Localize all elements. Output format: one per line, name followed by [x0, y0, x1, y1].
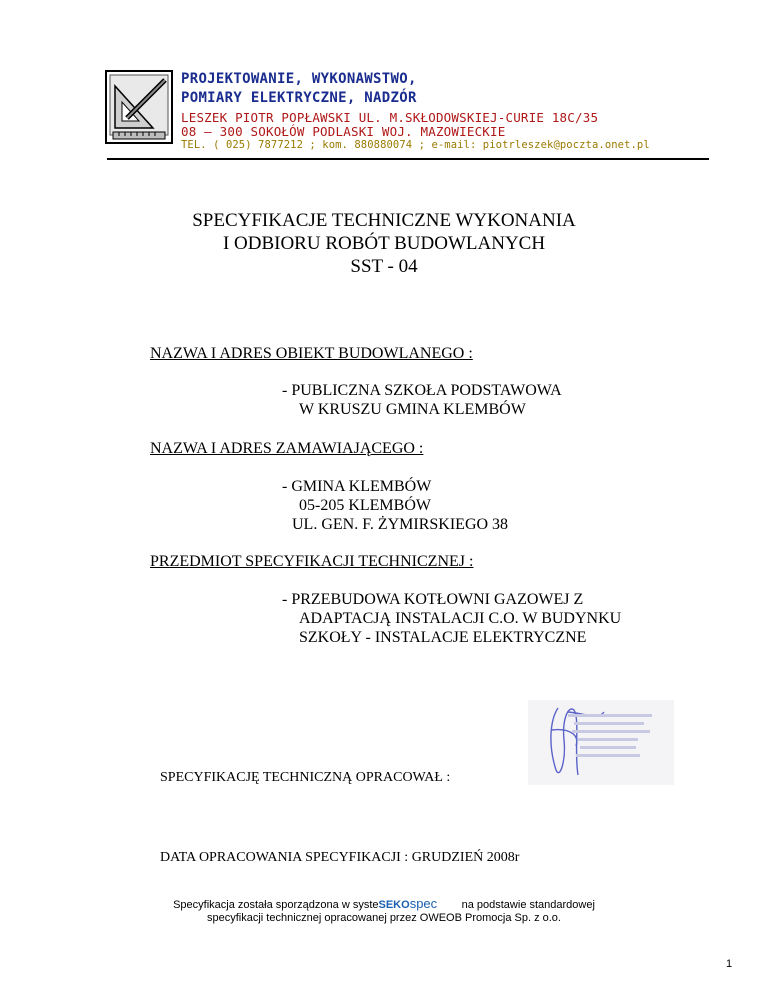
- document-code: SST - 04: [350, 256, 418, 277]
- footer-line-1: [0, 897, 768, 912]
- subject-line-2: ADAPTACJĄ INSTALACJI C.O. W BUDYNKU: [299, 610, 622, 627]
- subject-line-3: SZKOŁY - INSTALACJE ELEKTRYCZNE: [299, 629, 587, 646]
- document-title-line-2: I ODBIORU ROBÓT BUDOWLANYCH: [222, 233, 546, 254]
- date-line: DATA OPRACOWANIA SPECYFIKACJI : GRUDZIEŃ 2008r: [160, 850, 520, 865]
- footer-brand-bold: SEKO: [378, 899, 410, 911]
- building-line-2: W KRUSZU GMINA KLEMBÓW: [299, 401, 526, 418]
- client-line-3: UL. GEN. F. ŻYMIRSKIEGO 38: [292, 516, 509, 533]
- letterhead-address: LESZEK PIOTR POPŁAWSKI UL. M.SKŁODOWSKIEJ-CURIE 18C/35: [181, 110, 599, 125]
- letterhead-line-1: PROJEKTOWANIE, WYKONAWSTWO,: [181, 71, 417, 87]
- footer-brand-light: spec: [409, 896, 438, 911]
- section-heading-subject: PRZEDMIOT SPECYFIKACJI TECHNICZNEJ :: [150, 553, 474, 570]
- section-heading-building: NAZWA I ADRES OBIEKT BUDOWLANEGO :: [150, 345, 473, 362]
- letterhead-city: 08 – 300 SOKOŁÓW PODLASKI WOJ. MAZOWIECKIE: [181, 124, 506, 139]
- footer-suffix: na podstawie standardowej: [461, 899, 595, 911]
- footer-prefix: Specyfikacja została sporządzona w syste: [173, 899, 379, 911]
- building-line-1: - PUBLICZNA SZKOŁA PODSTAWOWA: [282, 382, 562, 399]
- author-label: SPECYFIKACJĘ TECHNICZNĄ OPRACOWAŁ :: [160, 770, 451, 785]
- letterhead-line-2: POMIARY ELEKTRYCZNE, NADZÓR: [181, 90, 417, 106]
- subject-line-1: - PRZEBUDOWA KOTŁOWNI GAZOWEJ Z: [282, 591, 584, 608]
- company-logo: [105, 70, 175, 146]
- page-number: 1: [726, 958, 733, 970]
- client-line-2: 05-205 KLEMBÓW: [299, 497, 431, 514]
- document-title-line-1: SPECYFIKACJE TECHNICZNE WYKONANIA: [192, 210, 576, 231]
- letterhead-divider: [107, 158, 709, 160]
- client-line-1: - GMINA KLEMBÓW: [282, 478, 432, 495]
- author-stamp-signature: [528, 700, 674, 785]
- section-heading-client: NAZWA I ADRES ZAMAWIAJĄCEGO :: [150, 440, 424, 457]
- footer-line-2: specyfikacji technicznej opracowanej przez OWEOB Promocja Sp. z o.o.: [207, 912, 561, 924]
- letterhead-contact: TEL. ( 025) 7877212 ; kom. 880880074 ; e-mail: piotrleszek@poczta.onet.pl: [181, 139, 650, 151]
